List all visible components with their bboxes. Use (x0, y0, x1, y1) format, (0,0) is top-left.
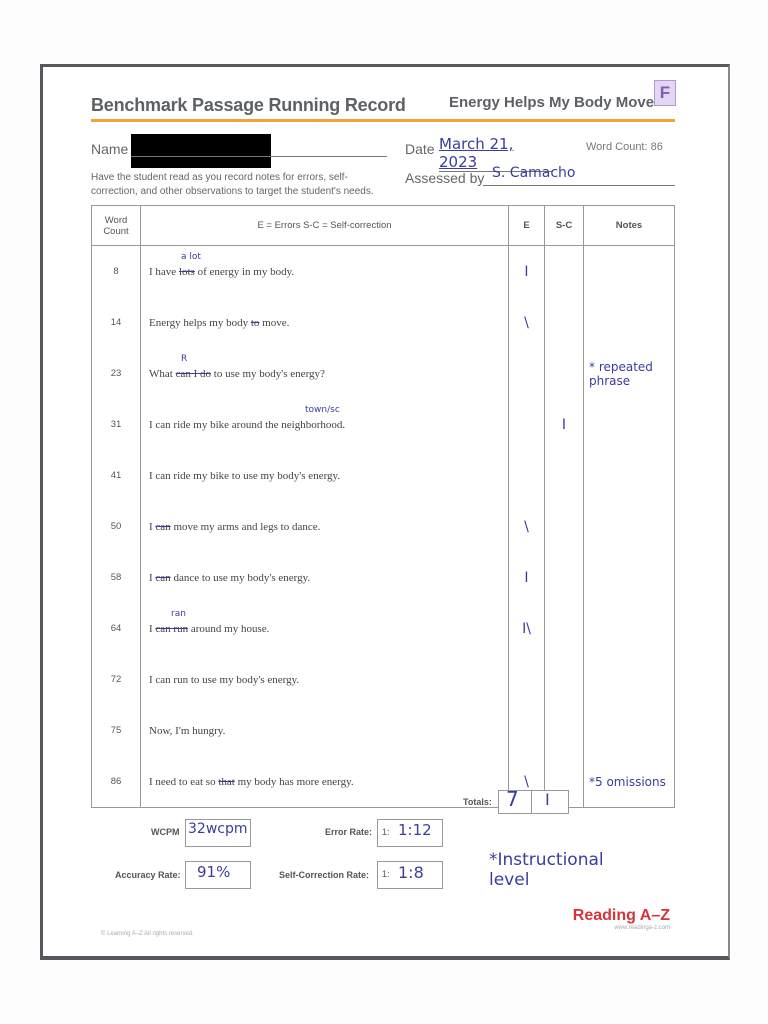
row-notes (584, 399, 675, 450)
row-notes (584, 297, 675, 348)
brand-name: Reading A–Z (572, 907, 670, 924)
row-sentence (141, 501, 509, 552)
sentence-text: I need to eat so (149, 775, 219, 788)
row-sentence (141, 603, 509, 654)
row-notes (584, 450, 675, 501)
instructions: Have the student read as you record notes for errors, self-correction, and other observations to target the student's needs. (91, 172, 374, 197)
row-word-count: 31 (92, 399, 141, 450)
error-tally: \ (524, 773, 529, 790)
row-notes (584, 705, 675, 756)
row-notes (584, 756, 675, 808)
table-row (92, 654, 675, 705)
row-sentence (141, 348, 509, 399)
sentence-text: I have (149, 265, 179, 278)
row-notes (584, 348, 675, 399)
row-errors (509, 348, 545, 399)
error-tally: \ (524, 314, 529, 331)
row-errors (509, 450, 545, 501)
assessed-label: Assessed by (405, 170, 485, 186)
totals-label: Totals: (463, 797, 492, 807)
row-sentence (141, 297, 509, 348)
struck-word: can (155, 520, 171, 533)
row-word-count: 8 (92, 246, 141, 298)
accuracy-label: Accuracy Rate: (115, 870, 181, 880)
sentence-text: I can ride my bike to use my body's energy. (149, 469, 341, 482)
row-word-count: 50 (92, 501, 141, 552)
row-sentence (141, 705, 509, 756)
error-rate-value: 1:12 (398, 821, 432, 839)
table-header-row (92, 206, 675, 246)
total-self-corrections: I (545, 790, 550, 809)
sentence-text: I can run to use my body's energy. (149, 673, 300, 686)
table-row (92, 297, 675, 348)
row-sentence (141, 450, 509, 501)
date-label: Date (405, 141, 435, 157)
table-row (92, 705, 675, 756)
reading-az-logo (573, 907, 670, 931)
header-self-correction: S-C (545, 206, 584, 246)
running-record-table (91, 205, 675, 808)
row-self-corrections (545, 246, 584, 298)
row-notes (584, 654, 675, 705)
sentence-text-rest: move my arms and legs to dance. (170, 520, 321, 533)
header-rule (91, 119, 675, 122)
row-self-corrections (545, 399, 584, 450)
struck-word: that (218, 775, 235, 788)
header-errors: E (509, 206, 545, 246)
struck-word: can (155, 571, 171, 584)
table-row (92, 552, 675, 603)
header-word-count: Word Count (92, 206, 141, 246)
table-row (92, 246, 675, 298)
row-self-corrections (545, 450, 584, 501)
struck-word: lots (178, 265, 195, 278)
row-errors (509, 654, 545, 705)
row-sentence (141, 654, 509, 705)
brand-url: www.readinga-z.com (614, 925, 670, 931)
instructional-level-note: *Instructional level (489, 850, 604, 890)
row-sentence (141, 552, 509, 603)
row-sentence (141, 756, 509, 808)
name-line (131, 155, 387, 157)
sentence-text: Now, I'm hungry. (149, 724, 226, 737)
error-rate-prefix: 1: (382, 827, 390, 837)
header-legend: E = Errors S-C = Self-correction (141, 206, 509, 246)
row-errors (509, 705, 545, 756)
row-word-count: 14 (92, 297, 141, 348)
redacted-name (131, 134, 271, 168)
table-row (92, 348, 675, 399)
sc-rate-label: Self-Correction Rate: (279, 870, 370, 880)
row-errors (509, 246, 545, 298)
header-notes: Notes (584, 206, 675, 246)
row-word-count: 64 (92, 603, 141, 654)
sentence-text: I (149, 622, 156, 635)
assessed-line (483, 184, 675, 186)
struck-word: can run (155, 622, 189, 635)
row-notes (584, 603, 675, 654)
sentence-text-rest: move. (259, 316, 290, 329)
table-row (92, 603, 675, 654)
sc-rate-value: 1:8 (398, 863, 424, 882)
struck-word: can I do (175, 367, 212, 380)
page-title: Benchmark Passage Running Record (91, 95, 406, 115)
row-self-corrections (545, 348, 584, 399)
row-errors (509, 297, 545, 348)
running-record-sheet (40, 64, 730, 960)
row-word-count: 72 (92, 654, 141, 705)
row-self-corrections (545, 654, 584, 705)
accuracy-value: 91% (197, 863, 231, 881)
row-sentence (141, 399, 509, 450)
error-tally: \ (524, 518, 529, 535)
row-self-corrections (545, 501, 584, 552)
level-badge: F (654, 80, 676, 106)
handwritten-note: *5 omissions (589, 774, 666, 789)
sentence-text: What (149, 367, 176, 380)
sentence-text-rest: around my house. (188, 622, 270, 635)
sentence-text: I (149, 571, 156, 584)
date-value: March 21, 2023 (439, 135, 553, 172)
handwritten-correction: a lot (181, 252, 201, 262)
word-count: Word Count: 86 (586, 141, 663, 153)
sentence-text-rest: my body has more energy. (234, 775, 354, 788)
handwritten-note: * repeated phrase (589, 359, 653, 388)
wcpm-label: WCPM (151, 827, 180, 837)
sentence-text-rest: to use my body's energy? (211, 367, 325, 380)
self-correction-tally: I (561, 416, 567, 433)
name-label: Name (91, 141, 129, 157)
total-sc-box (531, 790, 569, 814)
sentence-text-rest: dance to use my body's energy. (170, 571, 311, 584)
sentence-text: I can ride my bike around the neighborhood. (149, 418, 346, 431)
table-row (92, 450, 675, 501)
wcpm-value: 32wcpm (188, 821, 248, 837)
copyright: © Learning A–Z All rights reserved. (101, 931, 194, 937)
row-word-count: 23 (92, 348, 141, 399)
sentence-text: Energy helps my body (149, 316, 251, 329)
table-row (92, 756, 675, 808)
row-errors (509, 603, 545, 654)
table-row (92, 501, 675, 552)
sc-rate-prefix: 1: (382, 869, 390, 879)
handwritten-correction: ran (171, 609, 186, 619)
table-row (92, 399, 675, 450)
row-sentence (141, 246, 509, 298)
row-self-corrections (545, 705, 584, 756)
handwritten-correction: R (181, 354, 188, 364)
row-errors (509, 399, 545, 450)
row-word-count: 86 (92, 756, 141, 808)
row-word-count: 75 (92, 705, 141, 756)
error-tally: I\ (522, 620, 531, 637)
sentence-text: I (149, 520, 156, 533)
row-word-count: 41 (92, 450, 141, 501)
row-errors (509, 501, 545, 552)
row-self-corrections (545, 552, 584, 603)
passage-title: Energy Helps My Body Move (449, 94, 655, 111)
error-tally: I (524, 263, 529, 280)
sentence-text-rest: of energy in my body. (194, 265, 295, 278)
row-self-corrections (545, 603, 584, 654)
row-errors (509, 552, 545, 603)
row-word-count: 58 (92, 552, 141, 603)
handwritten-correction: town/sc (305, 405, 340, 415)
assessed-value: S. Camacho (492, 165, 576, 181)
row-notes (584, 501, 675, 552)
error-rate-label: Error Rate: (325, 827, 373, 837)
error-tally: I (524, 569, 529, 586)
row-notes (584, 552, 675, 603)
total-errors: 7 (506, 787, 519, 811)
row-notes (584, 246, 675, 298)
struck-word: to (250, 316, 260, 329)
row-self-corrections (545, 297, 584, 348)
